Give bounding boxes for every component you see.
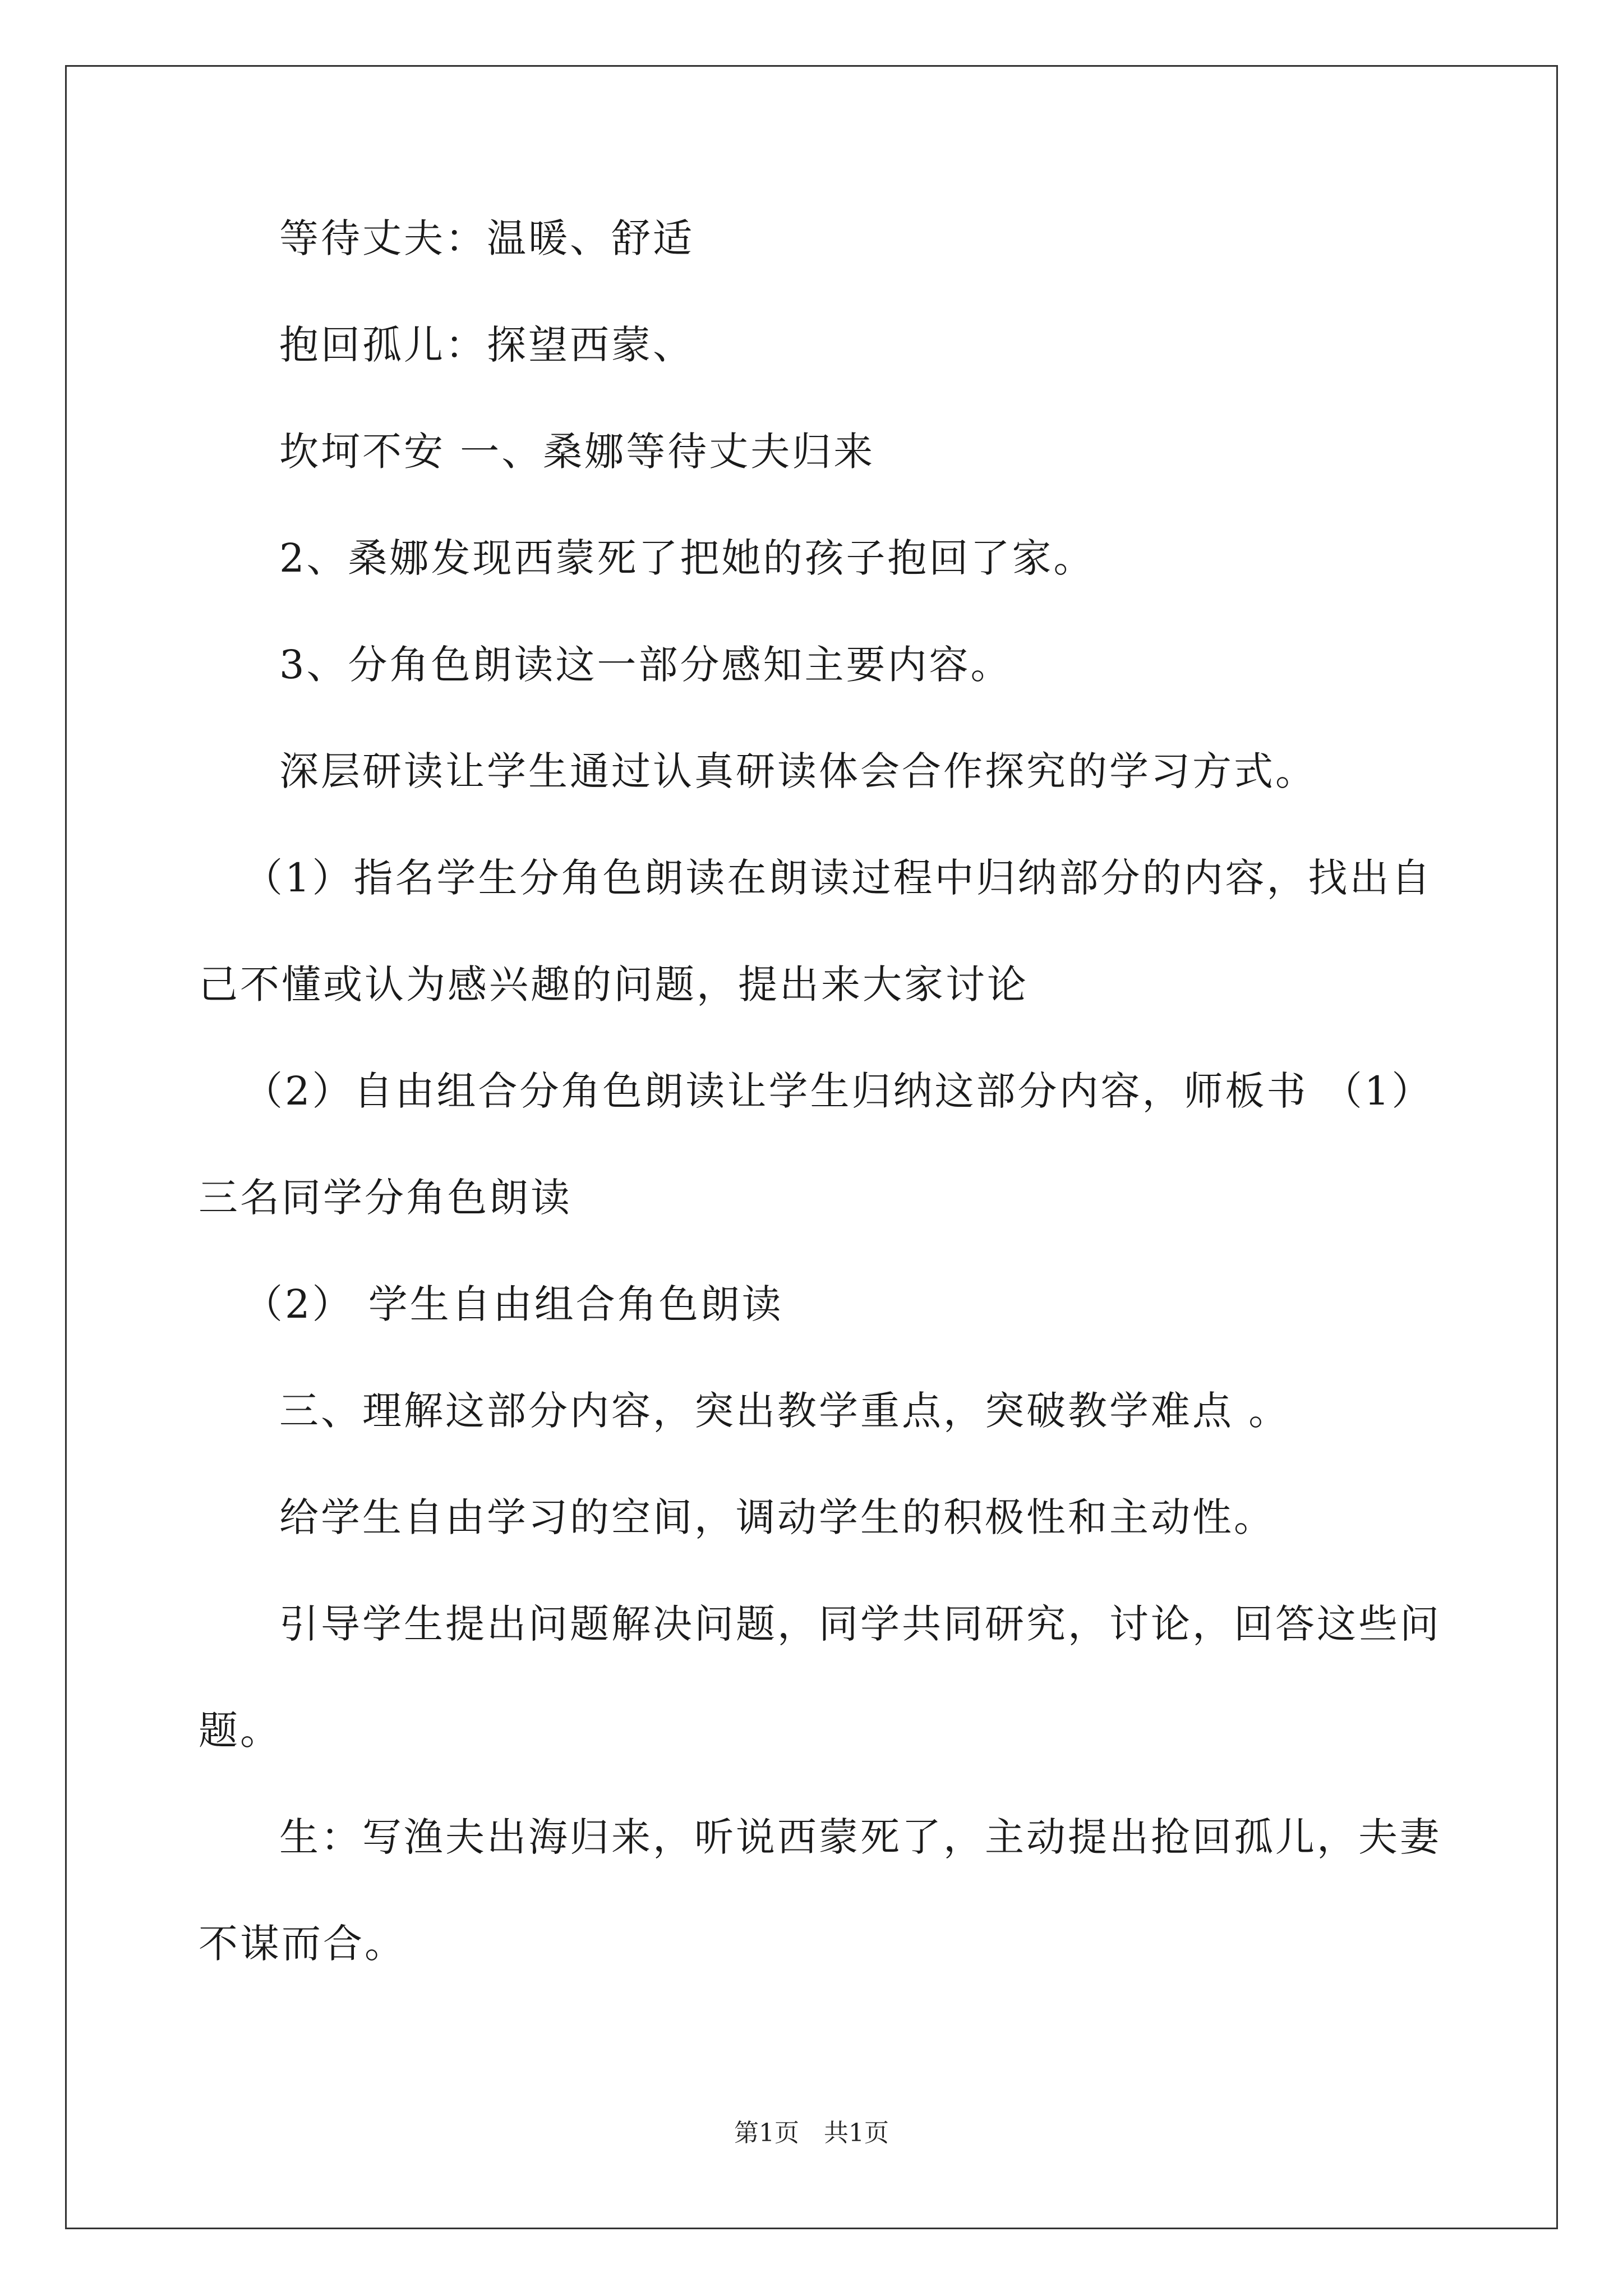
text-line: 题。 xyxy=(199,1708,282,1754)
text-line: （2） 学生自由组合角色朗读 xyxy=(243,1281,783,1327)
text-line: 坎坷不安 一、桑娜等待丈夫归来 xyxy=(279,429,875,475)
text-line: 引导学生提出问题解决问题，同学共同研究，讨论，回答这些问 xyxy=(279,1601,1441,1647)
text-line: 等待丈夫：温暖、舒适 xyxy=(279,215,694,261)
text-line: （2）自由组合分角色朗读让学生归纳这部分内容，师板书 （1） xyxy=(243,1068,1433,1114)
text-line: （1）指名学生分角色朗读在朗读过程中归纳部分的内容，找出自 xyxy=(243,855,1433,901)
text-line: 3、分角色朗读这一部分感知主要内容。 xyxy=(279,642,1012,688)
text-line: 给学生自由学习的空间，调动学生的积极性和主动性。 xyxy=(279,1494,1275,1540)
text-line: 己不懂或认为感兴趣的问题，提出来大家讨论 xyxy=(199,961,1029,1007)
text-line: 2、桑娜发现西蒙死了把她的孩子抱回了家。 xyxy=(279,535,1095,581)
text-line: 三、理解这部分内容，突出教学重点，突破教学难点 。 xyxy=(279,1388,1290,1434)
text-line: 深层研读让学生通过认真研读体会合作探究的学习方式。 xyxy=(279,748,1317,794)
page-border xyxy=(65,65,1558,2229)
text-line: 抱回孤儿：探望西蒙、 xyxy=(279,322,694,368)
text-line: 三名同学分角色朗读 xyxy=(199,1175,572,1221)
text-line: 生：写渔夫出海归来，听说西蒙死了，主动提出抢回孤儿，夫妻 xyxy=(279,1814,1441,1860)
text-line: 不谋而合。 xyxy=(199,1921,406,1967)
page-number: 第1页 共1页 xyxy=(734,2119,889,2147)
